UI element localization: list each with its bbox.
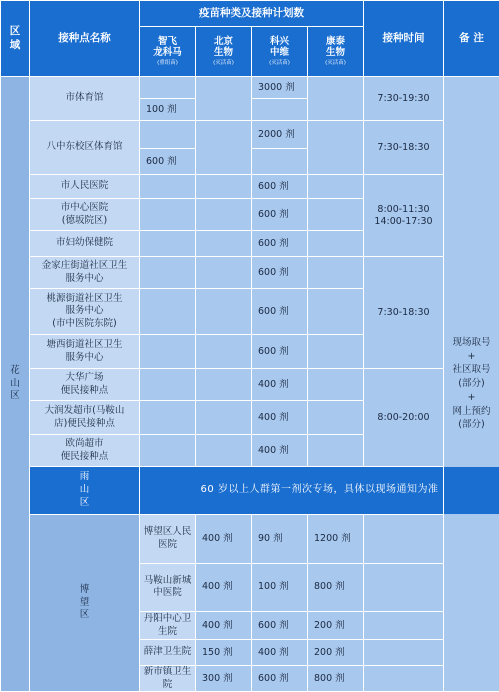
dose-cell xyxy=(196,435,252,467)
site-row: 大润发超市(马鞍山 店)便民接种点 xyxy=(30,401,140,435)
dose-cell: 600 剂 xyxy=(252,335,308,369)
dose-cell xyxy=(308,401,364,435)
header-district: 区域 xyxy=(1,1,30,77)
dose-cell xyxy=(140,199,196,231)
site-row: 桃源街道社区卫生 服务中心 (市中医院东院) xyxy=(30,289,140,335)
dose-cell xyxy=(308,435,364,467)
dose-cell xyxy=(308,121,364,175)
site-row: 马鞍山新城中医院 xyxy=(140,563,196,612)
dose-cell: 600 剂 xyxy=(252,175,308,199)
dose-cell xyxy=(196,231,252,257)
dose-cell: 300 剂 xyxy=(196,666,252,692)
dose-cell: 400 剂 xyxy=(252,435,308,467)
dose-cell xyxy=(364,666,444,692)
dose-cell: 400 剂 xyxy=(252,401,308,435)
header-site: 接种点名称 xyxy=(30,1,140,77)
dose-cell xyxy=(364,563,444,612)
header-vaccine-zhifei: 智飞 龙科马 (重组苗) xyxy=(140,27,196,77)
dose-cell: 800 剂 xyxy=(308,563,364,612)
site-row: 大华广场 便民接种点 xyxy=(30,369,140,401)
dose-cell xyxy=(308,369,364,401)
dose-cell xyxy=(196,401,252,435)
site-row: 市体育馆 xyxy=(30,77,140,121)
dose-cell xyxy=(308,335,364,369)
dose-cell: 100 剂 xyxy=(252,563,308,612)
dose-cell: 600 剂 xyxy=(252,666,308,692)
time-cell: 8:00-11:30 14:00-17:30 xyxy=(364,175,444,257)
district-yushan: 雨山区 xyxy=(30,467,140,515)
dose-cell xyxy=(308,175,364,199)
site-row: 塘西街道社区卫生 服务中心 xyxy=(30,335,140,369)
yushan-banner: 60 岁以上人群第一剂次专场，具体以现场通知为准 xyxy=(140,467,499,515)
site-row: 新市镇卫生院 xyxy=(140,666,196,692)
dose-cell xyxy=(196,289,252,335)
header-vaccine-kangtai: 康泰 生物 (灭活苗) xyxy=(308,27,364,77)
dose-cell xyxy=(140,175,196,199)
dose-cell: 600 剂 xyxy=(252,199,308,231)
header-notes: 备 注 xyxy=(444,1,499,77)
dose-cell xyxy=(364,515,444,564)
dose-cell xyxy=(140,231,196,257)
dose-cell: 600 剂 xyxy=(140,149,196,175)
district-huashan: 花山区 xyxy=(1,77,30,692)
dose-cell xyxy=(308,231,364,257)
dose-cell xyxy=(364,640,444,666)
dose-cell xyxy=(196,121,252,175)
dose-cell xyxy=(308,199,364,231)
district-bowang: 博望区 xyxy=(30,515,140,692)
dose-cell xyxy=(140,77,196,99)
dose-cell xyxy=(364,612,444,640)
dose-cell xyxy=(252,99,308,121)
site-row: 市人民医院 xyxy=(30,175,140,199)
dose-cell xyxy=(140,335,196,369)
dose-cell xyxy=(140,435,196,467)
dose-cell: 600 剂 xyxy=(252,257,308,289)
dose-cell: 600 剂 xyxy=(252,289,308,335)
header-vaccine-beijing: 北京 生物 (灭活苗) xyxy=(196,27,252,77)
dose-cell xyxy=(196,335,252,369)
site-row: 市妇幼保健院 xyxy=(30,231,140,257)
dose-cell xyxy=(196,369,252,401)
time-cell: 7:30-19:30 xyxy=(364,77,444,121)
dose-cell xyxy=(196,175,252,199)
dose-cell xyxy=(308,77,364,121)
site-row: 金家庄街道社区卫生 服务中心 xyxy=(30,257,140,289)
dose-cell: 1200 剂 xyxy=(308,515,364,564)
dose-cell: 3000 剂 xyxy=(252,77,308,99)
dose-cell xyxy=(140,289,196,335)
site-row: 博望区人民医院 xyxy=(140,515,196,564)
dose-cell xyxy=(308,289,364,335)
dose-cell: 600 剂 xyxy=(252,612,308,640)
dose-cell xyxy=(196,77,252,121)
dose-cell: 150 剂 xyxy=(196,640,252,666)
dose-cell: 800 剂 xyxy=(308,666,364,692)
time-cell: 8:00-20:00 xyxy=(364,369,444,467)
dose-cell xyxy=(308,257,364,289)
dose-cell: 100 剂 xyxy=(140,99,196,121)
dose-cell: 400 剂 xyxy=(196,563,252,612)
site-row: 薛津卫生院 xyxy=(140,640,196,666)
time-cell: 7:30-18:30 xyxy=(364,121,444,175)
site-row: 八中东校区体育馆 xyxy=(30,121,140,175)
dose-cell xyxy=(140,401,196,435)
dose-cell xyxy=(140,369,196,401)
dose-cell: 400 剂 xyxy=(252,640,308,666)
dose-cell: 400 剂 xyxy=(196,612,252,640)
notes-huashan: 现场取号 + 社区取号 (部分) + 网上预约 (部分) xyxy=(444,77,499,692)
dose-cell xyxy=(196,199,252,231)
dose-cell: 200 剂 xyxy=(308,612,364,640)
dose-cell: 90 剂 xyxy=(252,515,308,564)
dose-cell xyxy=(252,149,308,175)
site-row: 市中心医院 (德坂院区) xyxy=(30,199,140,231)
dose-cell xyxy=(140,121,196,149)
site-row: 丹阳中心卫生院 xyxy=(140,612,196,640)
dose-cell xyxy=(140,257,196,289)
time-cell: 7:30-18:30 xyxy=(364,257,444,369)
dose-cell xyxy=(196,257,252,289)
header-vaccine-kexing: 科兴 中维 (灭活苗) xyxy=(252,27,308,77)
dose-cell: 400 剂 xyxy=(252,369,308,401)
dose-cell: 200 剂 xyxy=(308,640,364,666)
header-time: 接种时间 xyxy=(364,1,444,77)
header-vaccine-group: 疫苗种类及接种计划数 xyxy=(140,1,364,27)
dose-cell: 600 剂 xyxy=(252,231,308,257)
dose-cell: 400 剂 xyxy=(196,515,252,564)
dose-cell: 2000 剂 xyxy=(252,121,308,149)
site-row: 欧尚超市 便民接种点 xyxy=(30,435,140,467)
